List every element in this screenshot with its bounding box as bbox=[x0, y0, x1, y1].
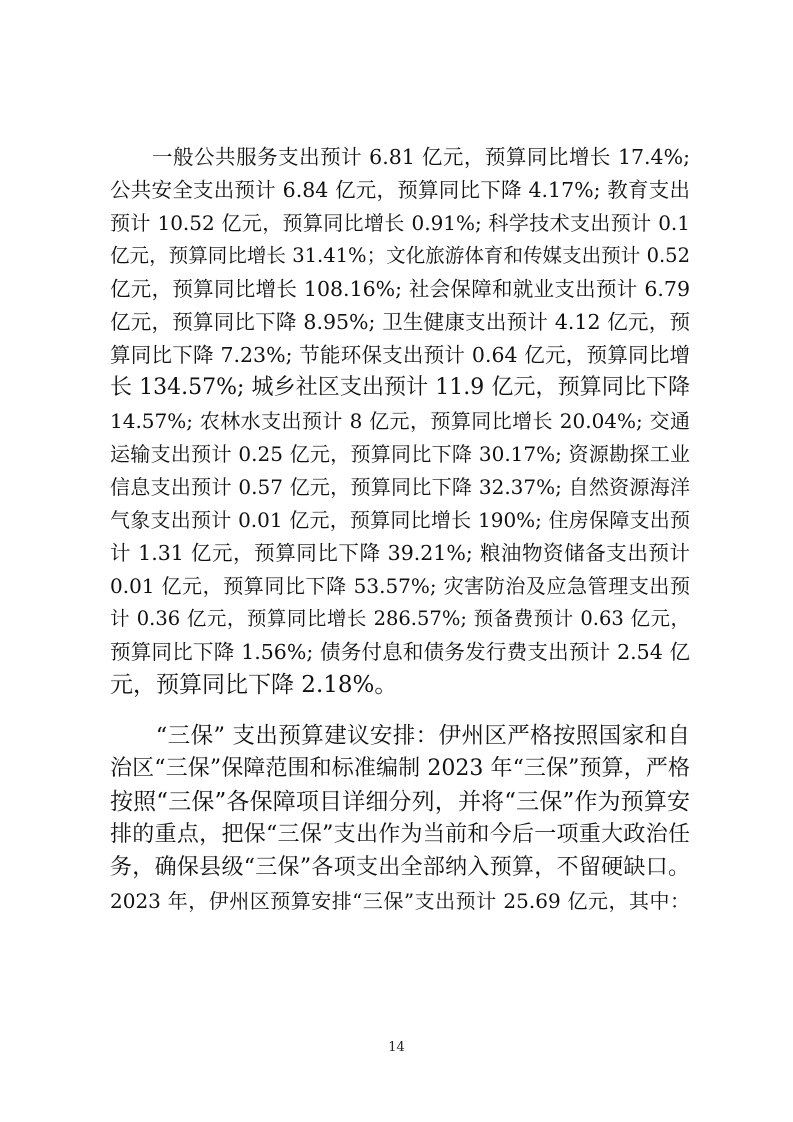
text-line: 一般公共服务支出预计 6.81 亿元，预算同比增长 17.4%; bbox=[110, 145, 690, 169]
text-line: 务，确保县级“三保”各项支出全部纳入预算，不留硬缺口。 bbox=[110, 855, 690, 880]
text-line: 长 134.57%; 城乡社区支出预计 11.9 亿元，预算同比下降 bbox=[110, 375, 690, 400]
text-line: 按照“三保”各保障项目详细分列，并将“三保”作为预算安 bbox=[110, 789, 690, 815]
text-line: 算同比下降 7.23%; 节能环保支出预计 0.64 亿元，预算同比增 bbox=[110, 343, 690, 367]
text-line: 14.57%; 农林水支出预计 8 亿元，预算同比增长 20.04%; 交通 bbox=[110, 409, 690, 433]
text-line: 信息支出预计 0.57 亿元，预算同比下降 32.37%; 自然资源海洋 bbox=[110, 475, 690, 499]
text-line: 计 0.36 亿元，预算同比增长 286.57%; 预备费预计 0.63 亿元， bbox=[110, 607, 690, 630]
text-line: 预计 10.52 亿元，预算同比增长 0.91%; 科学技术支出预计 0.1 bbox=[110, 211, 690, 235]
text-line: 2023 年，伊州区预算安排“三保”支出预计 25.69 亿元，其中： bbox=[110, 889, 690, 913]
text-line: 公共安全支出预计 6.84 亿元，预算同比下降 4.17%; 教育支出 bbox=[110, 178, 690, 202]
text-line: 气象支出预计 0.01 亿元，预算同比增长 190%; 住房保障支出预 bbox=[110, 508, 690, 532]
text-line: “三保” 支出预算建议安排：伊州区严格按照国家和自 bbox=[110, 723, 690, 749]
page-number: 14 bbox=[388, 1040, 405, 1055]
text-line: 元，预算同比下降 2.18%。 bbox=[110, 672, 398, 698]
text-line: 亿元，预算同比增长 31.41%；文化旅游体育和传媒支出预计 0.52 bbox=[110, 244, 690, 267]
text-line: 亿元，预算同比增长 108.16%; 社会保障和就业支出预计 6.79 bbox=[110, 277, 690, 301]
text-line: 亿元，预算同比下降 8.95%; 卫生健康支出预计 4.12 亿元，预 bbox=[110, 310, 690, 334]
text-line: 计 1.31 亿元，预算同比下降 39.21%; 粮油物资储备支出预计 bbox=[110, 541, 690, 565]
text-line: 治区“三保”保障范围和标准编制 2023 年“三保”预算，严格 bbox=[110, 756, 690, 781]
text-line: 排的重点，把保“三保”支出作为当前和今后一项重大政治任 bbox=[110, 822, 690, 847]
text-line: 运输支出预计 0.25 亿元，预算同比下降 30.17%; 资源勘探工业 bbox=[110, 442, 690, 466]
text-line: 预算同比下降 1.56%; 债务付息和债务发行费支出预计 2.54 亿 bbox=[110, 640, 690, 664]
text-line: 0.01 亿元，预算同比下降 53.57%; 灾害防治及应急管理支出预 bbox=[110, 574, 690, 598]
